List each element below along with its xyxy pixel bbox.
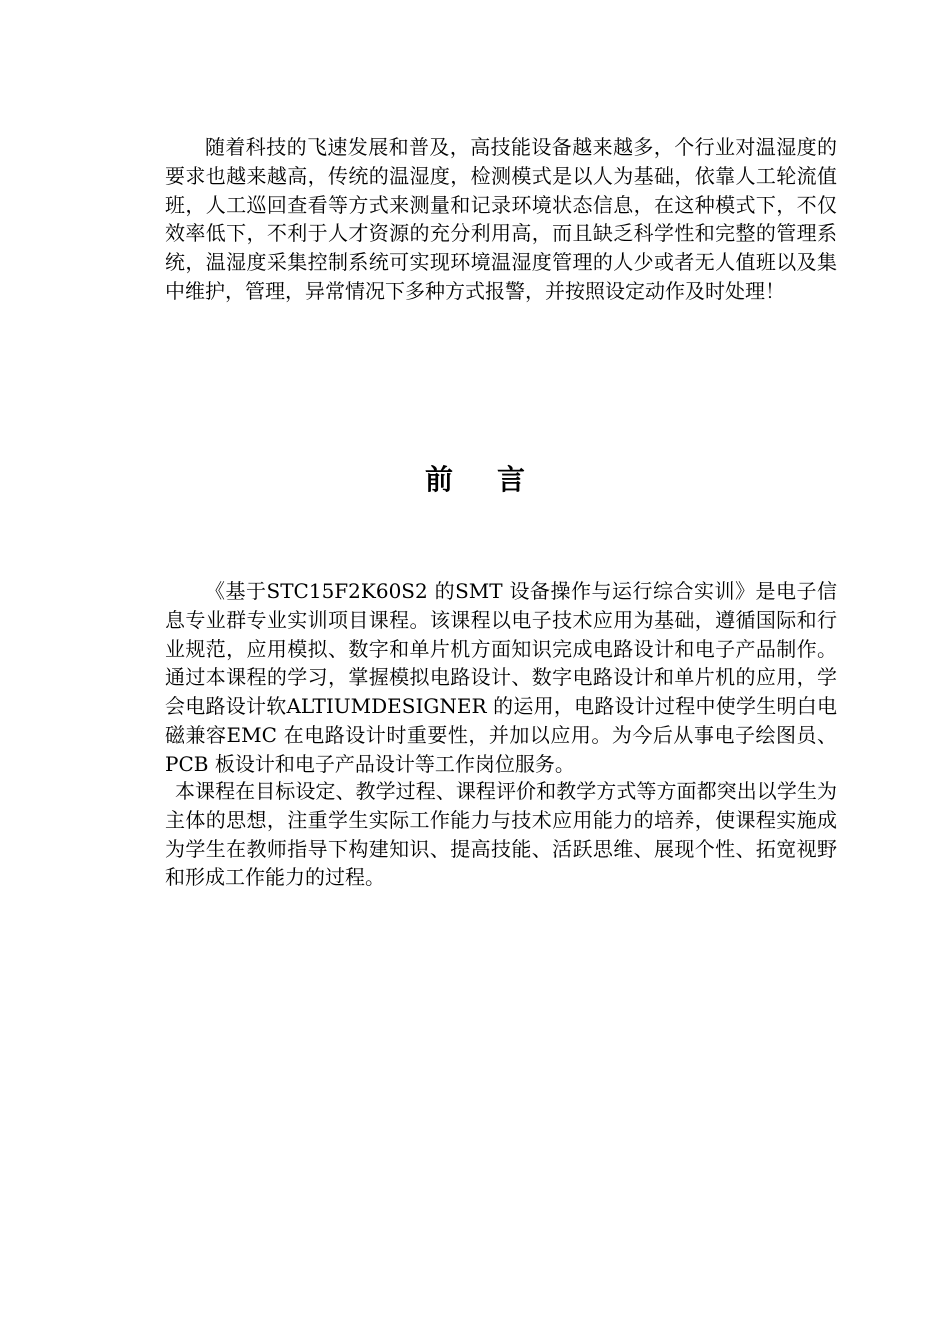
preface-paragraph: 本课程在目标设定、教学过程、课程评价和教学方式等方面都突出以学生为主体的思想，注重学生实际工作能力与技术应用能力的培养，使课程实施成为学生在教师指导下构建知识、提高技能、活跃思维、展现个性、拓宽视野和形成工作能力的过程。 xyxy=(165,779,837,890)
preface-paragraph: 《基于STC15F2K60S2 的SMT 设备操作与运行综合实训》是电子信息专业群专业实训项目课程。该课程以电子技术应用为基础，遵循国际和行业规范，应用模拟、数字和单片机方面知识完成电路设计和电子产品制作。通过本课程的学习，掌握模拟电路设计、数字电路设计和单片机的应用，学会电路设计软ALTIUMDESIGNER 的运用，电路设计过程中使学生明白电磁兼容EMC 在电路设计时重要性，并加以应用。为今后从事电子绘图员、PCB 板设计和电子产品设计等工作岗位服务。 xyxy=(165,579,837,776)
preface-heading: 前言 xyxy=(424,463,569,496)
abstract-paragraph: 随着科技的飞速发展和普及，高技能设备越来越多，个行业对温湿度的要求也越来越高，传统的温湿度，检测模式是以人为基础，依靠人工轮流值班，人工巡回查看等方式来测量和记录环境状态信息，在这种模式下，不仅效率低下，不利于人才资源的充分利用高，而且缺乏科学性和完整的管理系统，温湿度采集控制系统可实现环境温湿度管理的人少或者无人值班以及集中维护，管理，异常情况下多种方式报警，并按照设定动作及时处理！ xyxy=(165,135,837,303)
